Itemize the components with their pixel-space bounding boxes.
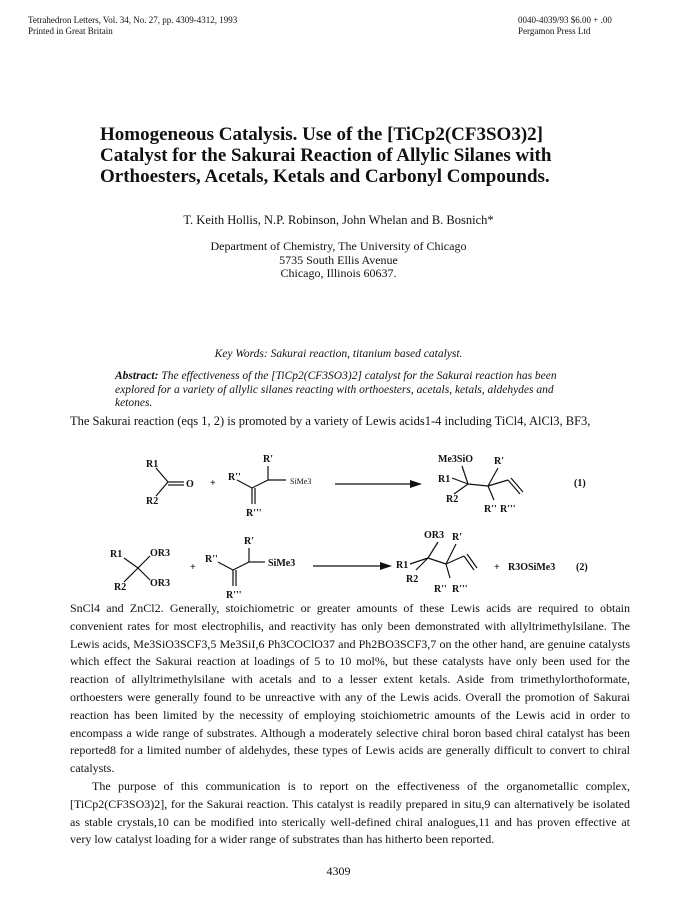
title-line-3: Orthoesters, Acetals, Ketals and Carbonyl Compounds.: [100, 166, 550, 187]
eq1-product-me3sio: Me3SiO: [438, 454, 473, 465]
eq1-plus: +: [210, 478, 216, 489]
abstract-label: Abstract:: [115, 370, 159, 382]
publisher-line: Pergamon Press Ltd: [518, 26, 591, 36]
eq2-product-rp: R': [452, 532, 462, 543]
title-line-2: Catalyst for the Sakurai Reaction of Allylic Silanes with: [100, 145, 552, 166]
publisher-info: [518, 15, 612, 37]
eq1-label: (1): [574, 478, 586, 489]
affiliation-street: 5735 South Ellis Avenue: [279, 252, 398, 267]
eq1-oxygen: O: [186, 479, 194, 490]
eq1-r2: R2: [146, 496, 159, 507]
eq1-product-r1: R1: [438, 474, 451, 485]
eq2-product-rppp: R''': [452, 584, 468, 595]
paragraph-1: SnCl4 and ZnCl2. Generally, stoichiometric or greater amounts of these Lewis acids are required to obtain convenient rates for most electrophilis, and reactivity has only been demonstrated with allyltrimethylsilane. The Lewis acids, Me3SiO3SCF3,5 Me3SiI,6 Ph3COClO37 and Ph2BO3SCF3,7 on the other hand, are genuine catalysts which effect the Sakurai reaction at loadings of 5 to 10 mol%, but these catalysts have only been used for the reaction of allyltrimethylsilane with acetals and to a lesser extent ketals. Aside from trimethylorthoformate, orthoesters were generally found to be unreactive with any of the Lewis acids. Overall the promotion of Sakurai reaction has been limited by the necessity of employing stoichiometric amounts of the Lewis acid in order to encompass a wide range of substrates. Although a moderately selective chiral boron based chiral catalyst has been reported8 for a limited number of aldehydes, these types of Lewis acids are generally difficult to convert to chiral catalysts.: [70, 601, 630, 776]
eq2-or3-top: OR3: [150, 548, 170, 559]
eq2-rpp: R'': [205, 554, 218, 565]
eq1-product-rp: R': [494, 456, 504, 467]
arrow-head: [410, 480, 422, 488]
eq2-byproduct: R3OSiMe3: [508, 562, 556, 573]
eq2-r1: R1: [110, 549, 123, 560]
body-text: [70, 600, 630, 849]
abstract-text: The effectiveness of the [TiCp2(CF3SO3)2] catalyst for the Sakurai reaction has been explored for a variety of allylic silanes reacting with orthoesters, acetals, ketals, aldehydes and ketones.: [115, 370, 557, 409]
eq1-rppp: R''': [246, 508, 262, 519]
intro-sentence: The Sakurai reaction (eqs 1, 2) is promoted by a variety of Lewis acids1-4 including TiCl4, AlCl3, BF3,: [70, 414, 591, 428]
arrow-head: [380, 562, 392, 570]
bond-line: [156, 482, 168, 496]
reaction-schemes: [0, 440, 677, 598]
affiliation: [0, 240, 677, 281]
eq2-rppp: R''': [226, 590, 242, 598]
eq2-or3-bottom: OR3: [150, 578, 170, 589]
keywords: [0, 348, 677, 360]
abstract: [115, 370, 585, 411]
eq2-product-or3: OR3: [424, 530, 444, 541]
eq2-rp: R': [244, 536, 254, 547]
affiliation-dept: Department of Chemistry, The University of Chicago: [210, 239, 467, 253]
eq2-product-rpp: R'': [434, 584, 447, 595]
eq2-sime3: SiMe3: [268, 558, 296, 569]
eq1-r1: R1: [146, 459, 159, 470]
author-list: T. Keith Hollis, N.P. Robinson, John Whelan and B. Bosnich*: [183, 213, 494, 227]
eq1-product-r2: R2: [446, 494, 459, 505]
eq1-product-rppp: R''': [500, 504, 516, 515]
paper-title: [100, 124, 600, 187]
affiliation-city: Chicago, Illinois 60637.: [280, 266, 397, 280]
title-line-1: Homogeneous Catalysis. Use of the [TiCp2(CF3SO3)2]: [100, 124, 543, 145]
code-line: 0040-4039/93 $6.00 + .00: [518, 15, 612, 25]
keywords-text: Sakurai reaction, titanium based catalyst.: [270, 348, 463, 360]
eq2-product-r1: R1: [396, 560, 409, 571]
eq2-plus-2: +: [494, 562, 500, 573]
journal-citation: [28, 15, 237, 37]
eq2-plus: +: [190, 562, 196, 573]
eq1-rpp: R'': [228, 472, 241, 483]
eq2-r2: R2: [114, 582, 127, 593]
eq2-label: (2): [576, 562, 588, 573]
eq1-product-rpp: R'': [484, 504, 497, 515]
eq1-rp: R': [263, 454, 273, 465]
page-number: 4309: [326, 864, 351, 878]
eq1-sime3: SiMe3: [290, 477, 312, 486]
keywords-label: Key Words:: [214, 348, 268, 360]
journal-line: Tetrahedron Letters, Vol. 34, No. 27, pp. 4309-4312, 1993: [28, 15, 238, 25]
printed-line: Printed in Great Britain: [28, 26, 113, 36]
paragraph-2: The purpose of this communication is to report on the effectiveness of the organometallic complex, [TiCp2(CF3SO3)2], for the Sakurai reaction. This catalyst is readily prepared in situ,9 can alternatively be isolated as stable crystals,10 can be modified into sterically well-defined chiral analogues,11 and has proven effective at very low catalyst loading for a wider range of substrates than has hitherto been reported.: [70, 778, 630, 847]
bond-line: [156, 468, 168, 482]
eq2-product-r2: R2: [406, 574, 419, 585]
